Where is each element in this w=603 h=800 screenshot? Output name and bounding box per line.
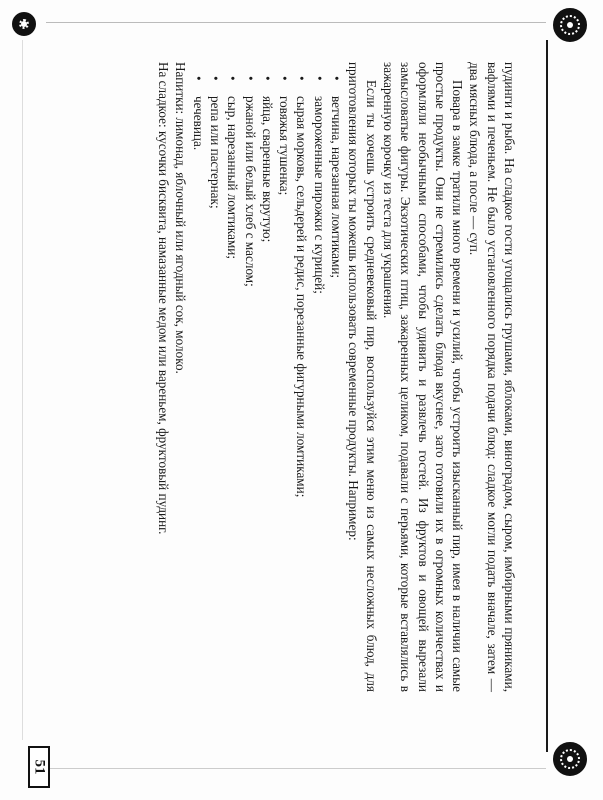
menu-list <box>189 62 345 692</box>
corner-ornament-icon <box>553 8 587 42</box>
list-item: • ржаной или белый хлеб с маслом; <box>241 96 258 692</box>
list-item: • яйца, сваренные вкрутую; <box>259 96 276 692</box>
header-rule <box>546 40 548 752</box>
list-item: • замороженные пирожки с курицей; <box>310 96 327 692</box>
page-number-box <box>28 746 50 788</box>
list-item: • говяжья тушенка; <box>276 96 293 692</box>
dessert-line: На сладкое: кусочки бисквита, намазанные медом или вареньем, фруктовый пудинг. <box>156 62 172 535</box>
page-number: 51 <box>31 759 48 775</box>
paragraph-2: Повара в замке тратили много времени и усилий, чтобы устроить изысканный пир, имея в наличии самые простые продукты. Они не стремились сделать блюда вкуснее, зато готовили их в огромных количествах и оформляли необычными способами, чтобы удивить и развлечь гостей. Из фруктов и овощей вырезали замысловатые фигуры. Экзотических птиц, зажаренных целиком, подавали с перьями, которые вставлялись в зажаренную корочку из теста для украшения. <box>380 62 466 692</box>
paragraph-1: пудинги и рыба. На сладкое гости угощались грушами, яблоками, виноградом, сыром, имбирными пряниками, вафлями и печеньем. Не было установленного порядка подачи блюд: сладкое могли подать вначале, затем — два мясных блюда, а после — суп. <box>467 62 517 692</box>
list-item: • сырая морковь, сельдерей и редис, порезанные фигурными ломтиками; <box>293 96 310 692</box>
frame-line-left <box>22 40 23 740</box>
paragraph-3: Если ты хочешь устроить средневековый пир, воспользуйся этим меню из самых несложных блюд, для приготовления которых ты можешь использовать современные продукты. Например: <box>346 62 379 692</box>
list-item: • чечевица. <box>189 96 206 692</box>
corner-ornament-icon <box>12 12 36 36</box>
list-item: • репа или пастернак; <box>207 96 224 692</box>
list-item: • ветчина, нарезанная ломтиками; <box>328 96 345 692</box>
list-item: • сыр, нарезанный ломтиками; <box>224 96 241 692</box>
drinks-line: Напитки: лимонад, яблочный или ягодный сок, молоко. <box>173 62 189 374</box>
frame-line-top <box>46 22 546 23</box>
corner-ornament-icon <box>553 742 587 776</box>
frame-line-bottom <box>46 768 546 769</box>
page-text <box>52 62 518 692</box>
